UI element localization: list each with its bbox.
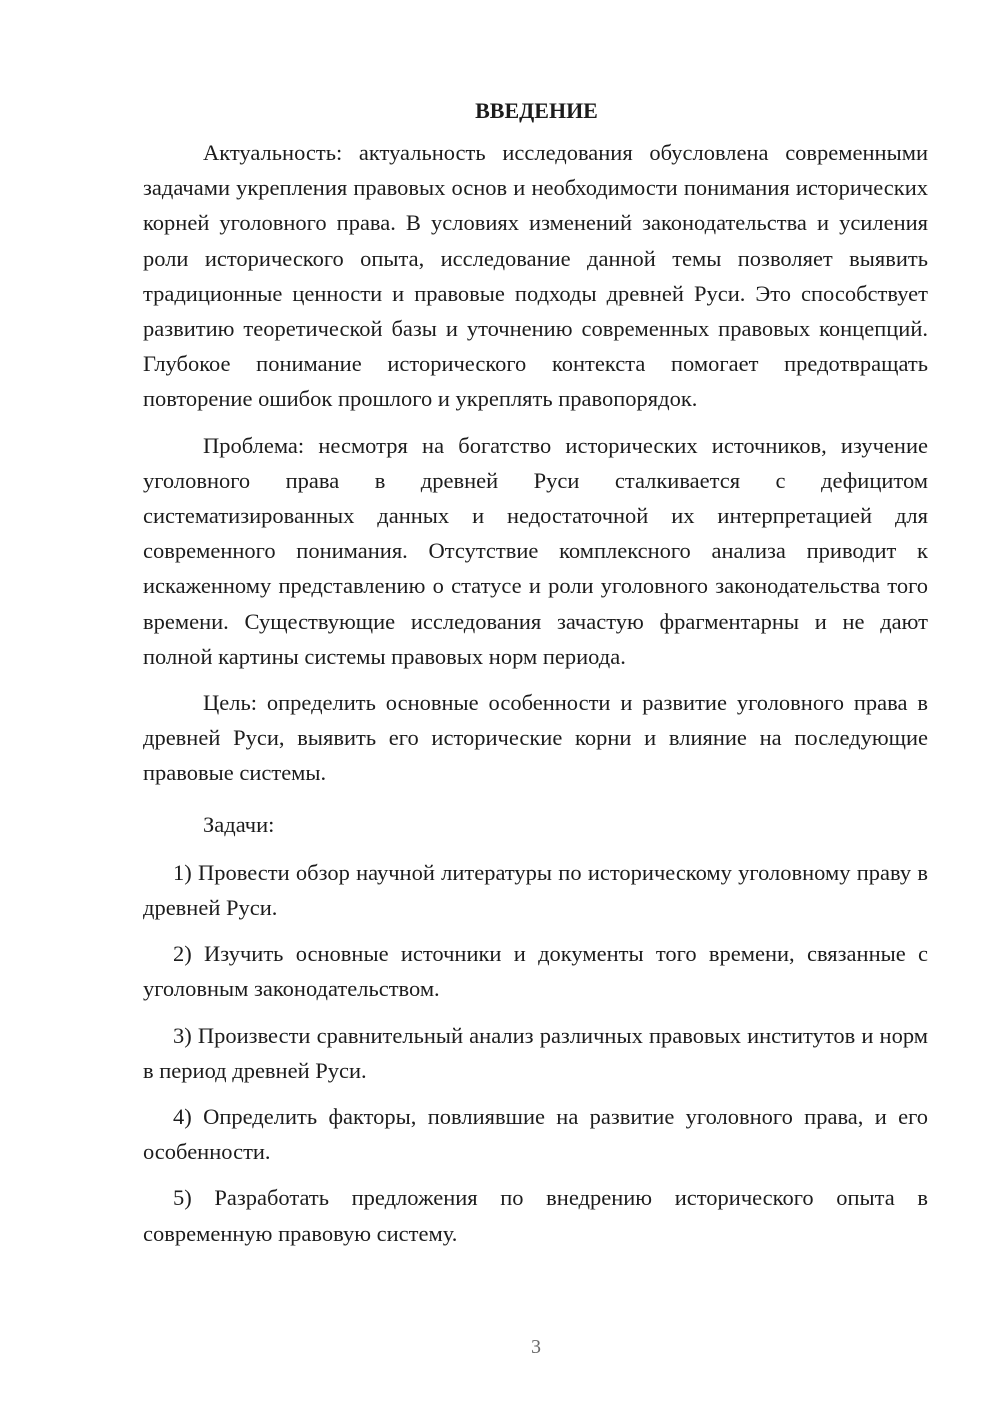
goal-paragraph: Цель: определить основные особенности и развитие уголовного права в древней Руси, выявить его исторические корни и влияние на последующие правовые системы.: [143, 690, 928, 786]
task-item-5: 5) Разработать предложения по внедрению исторического опыта в современную правовую систему.: [143, 1185, 928, 1246]
problem-paragraph: Проблема: несмотря на богатство исторических источников, изучение уголовного права в древней Руси сталкивается с дефицитом систематизированных данных и недостаточной их интерпретацией для современного понимания. Отсутствие комплексного анализа приводит к искаженному представлению о статусе и роли уголовного законодательства того времени. Существующие исследования зачастую фрагментарны и не дают полной картины системы правовых норм периода.: [143, 432, 928, 669]
page-number: 3: [531, 1336, 541, 1358]
task-item-1: 1) Провести обзор научной литературы по историческому уголовному праву в древней Руси.: [143, 859, 928, 921]
tasks-heading: Задачи:: [203, 811, 275, 837]
section-title: ВВЕДЕНИЕ: [475, 98, 598, 123]
task-item-3: 3) Произвести сравнительный анализ различных правовых институтов и норм в период древней Руси.: [143, 1022, 928, 1083]
task-item-2: 2) Изучить основные источники и документы того времени, связанные с уголовным законодательством.: [143, 941, 928, 1002]
page-content: [143, 96, 928, 1262]
relevance-paragraph: Актуальность: актуальность исследования обусловлена современными задачами укрепления правовых основ и необходимости понимания исторических корней уголовного права. В условиях изменений законодательства и усиления роли исторического опыта, исследование данной темы позволяет выявить традиционные ценности и правовые подходы древней Руси. Это способствует развитию теоретической базы и уточнению современных правовых концепций. Глубокое понимание исторического контекста помогает предотвращать повторение ошибок прошлого и укреплять правопорядок.: [143, 140, 928, 412]
task-item-4: 4) Определить факторы, повлиявшие на развитие уголовного права, и его особенности.: [143, 1104, 928, 1165]
